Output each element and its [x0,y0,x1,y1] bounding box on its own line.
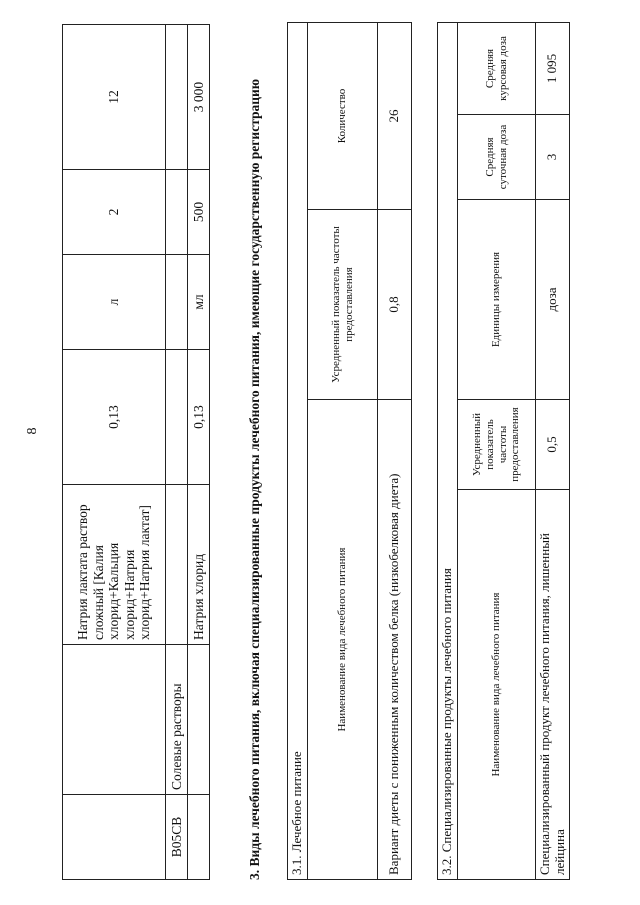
drug-unit [166,255,188,350]
drug-daily-dose: 500 [188,170,210,255]
drug-unit: л [63,255,166,350]
column-header-unit: Единицы измерения [458,200,536,400]
table-caption: 3.1. Лечебное питание [288,23,308,880]
column-header-name: Наименование вида лечебного питания [308,400,378,880]
product-course-dose: 1 095 [536,22,570,114]
section-heading: 3. Виды лечебного питания, включая специализированные продукты лечебного питания, имеющие государственную регистрацию [247,78,262,880]
table-row [188,25,210,880]
drug-group [63,645,166,795]
product-unit: доза [536,200,570,400]
nutrition-frequency: 0,8 [378,210,412,400]
table-row [378,23,412,880]
nutrition-name: Вариант диеты с пониженным количеством белка (низкобелковая диета) [378,400,412,880]
drug-frequency [166,350,188,485]
drugs-table [62,24,210,880]
table-row [166,25,188,880]
drug-name: Натрия хлорид [188,485,210,645]
table-row [63,25,166,880]
drug-unit: мл [188,255,210,350]
table-header-row [308,23,378,880]
nutrition-quantity: 26 [378,23,412,210]
column-header-daily-dose: Средняя суточная доза [458,115,536,200]
column-header-quantity: Количество [308,23,378,210]
product-name: Специализированный продукт лечебного питания, лишенный лейцина [536,490,570,880]
rotated-page-content [32,20,622,880]
drug-group [188,645,210,795]
drug-course-dose: 12 [63,25,166,170]
drug-daily-dose [166,170,188,255]
column-header-frequency: Усредненный показатель частоты предоставления [458,400,536,490]
drug-frequency: 0,13 [188,350,210,485]
drug-name [166,485,188,645]
table-row [536,22,570,879]
drug-course-dose: 3 000 [188,25,210,170]
drug-course-dose [166,25,188,170]
product-frequency: 0,5 [536,400,570,490]
column-header-course-dose: Средняя курсовая доза [458,22,536,114]
column-header-name: Наименование вида лечебного питания [458,490,536,880]
drug-daily-dose: 2 [63,170,166,255]
table-header-row [458,22,536,879]
special-products-table [437,22,570,880]
drug-frequency: 0,13 [63,350,166,485]
page-number: 8 [25,427,40,435]
table-caption-row [288,23,308,880]
drug-name: Натрия лактата раствор сложный [Калия хлорид+Кальция хлорид+Натрия хлорид+Натрия лактат] [63,485,166,645]
drug-group: Солевые растворы [166,645,188,795]
column-header-frequency: Усредненный показатель частоты предоставления [308,210,378,400]
drug-code: B05CB [166,795,188,880]
nutrition-table [287,22,412,880]
drug-code [188,795,210,880]
product-daily-dose: 3 [536,115,570,200]
drug-code [63,795,166,880]
table-caption-row [438,22,458,879]
table-caption: 3.2. Специализированные продукты лечебного питания [438,22,458,879]
